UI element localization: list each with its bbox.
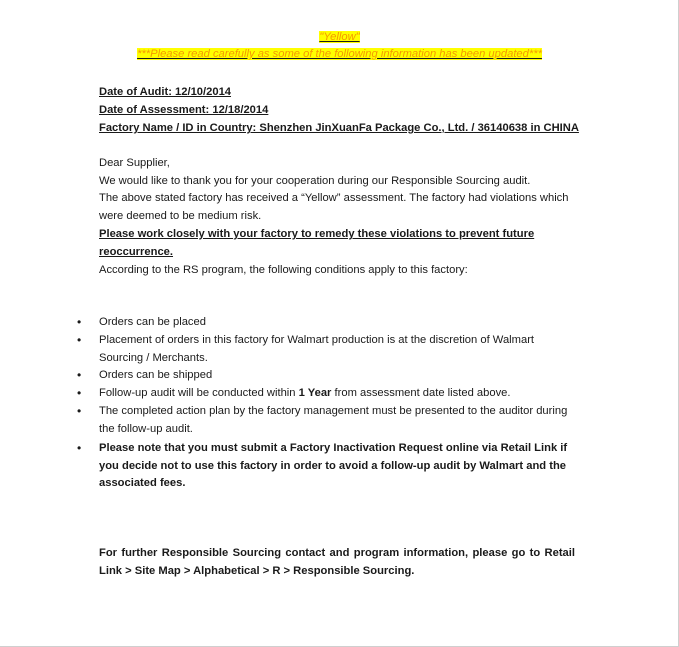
conditions-intro: According to the RS program, the following conditions apply to this factory: [99,264,468,276]
list-item: The completed action plan by the factory management must be presented to the auditor during the follow-up audit. [99,405,568,435]
assessment-paragraph: The above stated factory has received a “Yellow” assessment. The factory had violations which were deemed to be medium risk. [99,192,569,222]
factory-name: Factory Name / ID in Country: Shenzhen JinXuanFa Package Co., Ltd. / 36140638 in CHINA [99,122,579,134]
thanks-paragraph: We would like to thank you for your cooperation during our Responsible Sourcing audit. [99,175,531,187]
date-of-audit: Date of Audit: 12/10/2014 [99,86,232,98]
list-item: Follow-up audit will be conducted within 1 Year from assessment date listed above. [99,387,511,399]
list-item: Please note that you must submit a Factory Inactivation Request online via Retail Link if you decide not to use this factory in order to avoid a follow-up audit by Walmart and the associated fees. [99,442,568,489]
contact-info: For further Responsible Sourcing contact and program information, please go to Retail Link > Site Map > Alphabetical > R > Responsible Sourcing. [99,547,575,577]
bullet-icon: • [77,333,82,347]
list-item: Orders can be shipped [99,369,213,381]
bullet-icon: • [77,404,82,418]
date-of-assessment: Date of Assessment: 12/18/2014 [99,104,269,116]
bullet-icon: • [77,315,82,329]
bullet-icon: • [77,368,82,382]
status-title: "Yellow" [319,31,360,43]
bullet-icon: • [77,386,82,400]
update-notice: ***Please read carefully as some of the following information has been updated*** [137,48,542,60]
bullet-icon: • [77,441,82,455]
greeting: Dear Supplier, [99,157,170,169]
remedy-emphasis: Please work closely with your factory to remedy these violations to prevent future reoccurrence. [99,228,535,258]
list-item: Orders can be placed [99,316,206,328]
list-item: Placement of orders in this factory for Walmart production is at the discretion of Walmart Sourcing / Merchants. [99,334,535,364]
